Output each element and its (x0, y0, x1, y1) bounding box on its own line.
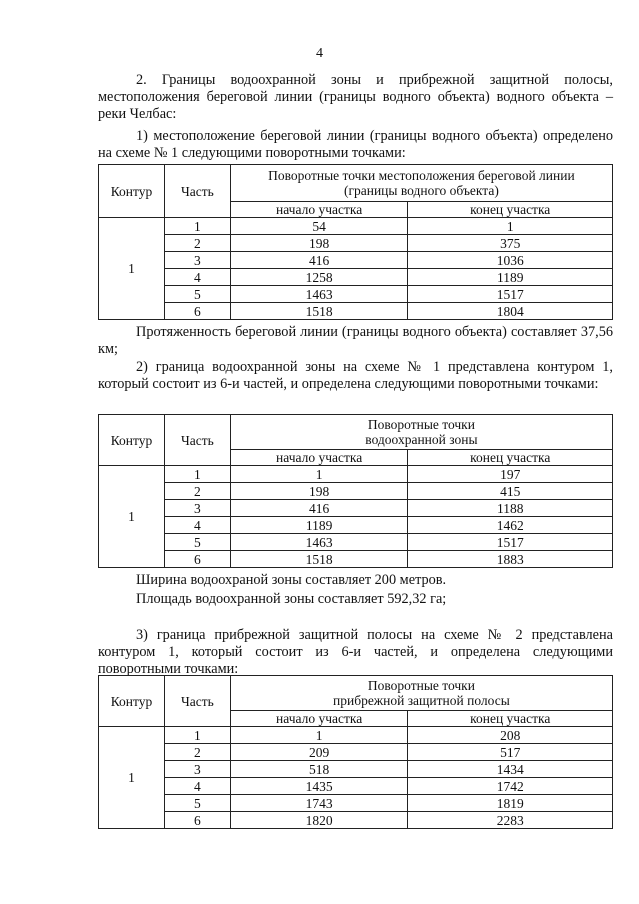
end-cell: 1517 (408, 286, 613, 303)
part-cell: 3 (164, 761, 230, 778)
start-cell: 1743 (230, 795, 408, 812)
part-cell: 2 (164, 235, 230, 252)
end-cell: 1819 (408, 795, 613, 812)
table-row (99, 466, 613, 483)
kontur-cell: 1 (99, 218, 165, 320)
header-group-line2: (границы водного объекта) (343, 183, 499, 198)
zone-width: Ширина водоохраной зоны составляет 200 метров. (136, 572, 447, 588)
start-cell: 1435 (230, 778, 408, 795)
part-cell: 1 (164, 218, 230, 235)
start-cell: 1463 (230, 534, 408, 551)
start-cell: 198 (230, 483, 408, 500)
header-start: начало участка (230, 202, 408, 218)
end-cell: 208 (408, 727, 613, 744)
header-kontur: Контур (99, 676, 165, 727)
table-row (99, 483, 613, 500)
start-cell: 1 (230, 466, 408, 483)
page-number: 4 (316, 46, 323, 61)
coastal-strip-table (98, 675, 613, 829)
table-row (99, 252, 613, 269)
header-group-line1: Поворотные точки (367, 417, 475, 432)
start-cell: 1189 (230, 517, 408, 534)
part-cell: 1 (164, 727, 230, 744)
part-cell: 3 (164, 252, 230, 269)
end-cell: 1036 (408, 252, 613, 269)
part-cell: 3 (164, 500, 230, 517)
part-cell: 6 (164, 551, 230, 568)
item2-intro: 2) граница водоохранной зоны на схеме № 1 представлена контуром 1, который состоит из 6-и частей, и определена следующими поворотными точками: (98, 359, 613, 392)
shoreline-points-table (98, 164, 613, 320)
end-cell: 1189 (408, 269, 613, 286)
header-group-line2: прибрежной защитной полосы (333, 693, 510, 708)
header-part: Часть (164, 165, 230, 218)
start-cell: 1518 (230, 303, 408, 320)
zone-area: Площадь водоохранной зоны составляет 592,32 га; (136, 591, 447, 607)
end-cell: 1742 (408, 778, 613, 795)
end-cell: 375 (408, 235, 613, 252)
header-group-line1: Поворотные точки (367, 678, 475, 693)
end-cell: 197 (408, 466, 613, 483)
end-cell: 1462 (408, 517, 613, 534)
item3-intro: 3) граница прибрежной защитной полосы на схеме № 2 представлена контуром 1, который состоит из 6-и частей, и определена следующими поворотными точками: (98, 627, 613, 677)
kontur-cell: 1 (99, 466, 165, 568)
start-cell: 54 (230, 218, 408, 235)
part-cell: 4 (164, 269, 230, 286)
table-row (99, 744, 613, 761)
kontur-cell: 1 (99, 727, 165, 829)
table-row (99, 500, 613, 517)
table-row (99, 517, 613, 534)
header-start: начало участка (230, 450, 408, 466)
header-kontur: Контур (99, 165, 165, 218)
start-cell: 1258 (230, 269, 408, 286)
start-cell: 1518 (230, 551, 408, 568)
header-group (230, 676, 612, 711)
table-row (99, 761, 613, 778)
part-cell: 5 (164, 534, 230, 551)
table-row (99, 303, 613, 320)
start-cell: 1820 (230, 812, 408, 829)
part-cell: 1 (164, 466, 230, 483)
start-cell: 416 (230, 500, 408, 517)
part-cell: 4 (164, 778, 230, 795)
header-group-line2: водоохранной зоны (365, 432, 478, 447)
part-cell: 6 (164, 303, 230, 320)
item1-intro: 1) местоположение береговой линии (границы водного объекта) определено на схеме № 1 следующими поворотными точками: (98, 128, 613, 161)
table-row (99, 727, 613, 744)
part-cell: 4 (164, 517, 230, 534)
header-group (230, 165, 612, 202)
part-cell: 6 (164, 812, 230, 829)
end-cell: 517 (408, 744, 613, 761)
water-protection-zone-table (98, 414, 613, 568)
end-cell: 2283 (408, 812, 613, 829)
table-row (99, 551, 613, 568)
start-cell: 209 (230, 744, 408, 761)
table-row (99, 778, 613, 795)
table-row (99, 235, 613, 252)
table-row (99, 269, 613, 286)
part-cell: 5 (164, 286, 230, 303)
header-part: Часть (164, 415, 230, 466)
header-end: конец участка (408, 450, 613, 466)
table-row (99, 286, 613, 303)
end-cell: 1 (408, 218, 613, 235)
start-cell: 1 (230, 727, 408, 744)
header-group-line1: Поворотные точки местоположения береговой линии (268, 168, 575, 183)
end-cell: 1883 (408, 551, 613, 568)
start-cell: 518 (230, 761, 408, 778)
header-start: начало участка (230, 711, 408, 727)
part-cell: 2 (164, 744, 230, 761)
header-group (230, 415, 612, 450)
end-cell: 1434 (408, 761, 613, 778)
header-part: Часть (164, 676, 230, 727)
end-cell: 1804 (408, 303, 613, 320)
header-end: конец участка (408, 711, 613, 727)
table-row (99, 534, 613, 551)
shoreline-length: Протяженность береговой линии (границы водного объекта) составляет 37,56 км; (98, 324, 613, 357)
start-cell: 198 (230, 235, 408, 252)
part-cell: 2 (164, 483, 230, 500)
part-cell: 5 (164, 795, 230, 812)
table-row (99, 218, 613, 235)
end-cell: 1188 (408, 500, 613, 517)
end-cell: 1517 (408, 534, 613, 551)
header-end: конец участка (408, 202, 613, 218)
header-kontur: Контур (99, 415, 165, 466)
table-row (99, 812, 613, 829)
section-heading: 2. Границы водоохранной зоны и прибрежной защитной полосы, местоположения береговой линии (границы водного объекта) водного объекта – реки Челбас: (98, 72, 613, 122)
start-cell: 1463 (230, 286, 408, 303)
start-cell: 416 (230, 252, 408, 269)
table-row (99, 795, 613, 812)
end-cell: 415 (408, 483, 613, 500)
